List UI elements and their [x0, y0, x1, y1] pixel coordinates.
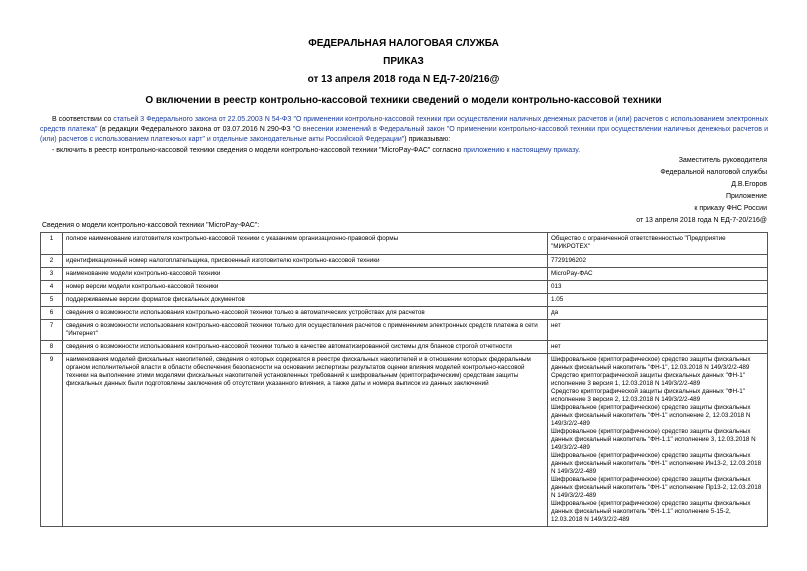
law-54-link[interactable]: статьей 3 Федерального закона от 22.05.2003 N 54-ФЗ "О применении контрольно-кассовой техники при осуществлении наличных денежных расчетов и (или) расчетов с использованием электронных средств платежа": [40, 116, 768, 133]
signature-block: [507, 155, 767, 227]
row-number: 1: [41, 233, 63, 255]
row-label: сведения о возможности использования контрольно-кассовой техники только в качестве автоматизированной системы для бланков строгой отчетности: [63, 341, 548, 354]
order-item-text-2: .: [578, 147, 581, 154]
row-label: полное наименование изготовителя контрольно-кассовой техники с указанием организационно-правовой формы: [63, 233, 548, 255]
table-row: [41, 341, 768, 354]
fn-model-entry: Шифровальное (криптографическое) средство защиты фискальных данных фискальный накопитель "ФН-1.1" исполнение 5-15-2, 12.03.2018 N 149/3/2/2-489: [551, 500, 751, 523]
row-number: 7: [41, 320, 63, 341]
row-label: наименование модели контрольно-кассовой техники: [63, 268, 548, 281]
signature-line: к приказу ФНС России: [694, 205, 767, 212]
fn-model-entry: Шифровальное (криптографическое) средство защиты фискальных данных фискальный накопитель "ФН-1.1" исполнение 3, 12.03.2018 N 149/3/2/2-489: [551, 428, 756, 451]
signature-line: Приложение: [725, 193, 767, 200]
signature-line: от 13 апреля 2018 года N ЕД-7-20/216@: [636, 217, 767, 224]
fn-model-entry: Средство криптографической защиты фискальных данных "ФН-1" исполнение 3 версия 1, 12.03.2018 N 149/3/2/2-489: [551, 372, 745, 387]
row-value: 013: [548, 281, 768, 294]
fn-model-entry: Шифровальное (криптографическое) средство защиты фискальных данных фискальный накопитель "ФН-1" исполнение 2, 12.03.2018 N 149/3/2/2-489: [551, 404, 751, 427]
row-label: сведения о возможности использования контрольно-кассовой техники только для осуществления расчетов с применением электронных средств платежа в сети "Интернет": [63, 320, 548, 341]
row-number: 3: [41, 268, 63, 281]
row-value: нет: [548, 341, 768, 354]
fn-model-entry: Шифровальное (криптографическое) средство защиты фискальных данных фискальный накопитель "ФН-1" исполнение Пр13-2, 12.03.2018 N 149/3/2/2-489: [551, 476, 762, 499]
row-number: 5: [41, 294, 63, 307]
table-caption: Сведения о модели контрольно-кассовой техники "MicroPay-ФАС":: [42, 222, 260, 229]
fn-model-entry: Средство криптографической защиты фискальных данных "ФН-1" исполнение 3 версия 2, 12.03.2018 N 149/3/2/2-489: [551, 388, 745, 403]
row-number: 6: [41, 307, 63, 320]
kkt-info-table: [40, 232, 768, 527]
row-number: 9: [41, 354, 63, 527]
signature-line: Федеральной налоговой службы: [660, 169, 767, 176]
table-row: [41, 268, 768, 281]
signature-line: Д.В.Егоров: [731, 181, 767, 188]
row-value: Общество с ограниченной ответственностью "Предприятие "МИКРОТЕХ": [548, 233, 768, 255]
row-value-list: [548, 354, 768, 527]
doc-date-number: от 13 апреля 2018 года N ЕД-7-20/216@: [307, 74, 500, 85]
row-value: да: [548, 307, 768, 320]
row-value: 1.05: [548, 294, 768, 307]
row-label: идентификационный номер налогоплательщика, присвоенный изготовителю контрольно-кассовой техники: [63, 255, 548, 268]
fn-model-entry: Шифровальное (криптографическое) средство защиты фискальных данных фискальный накопитель "ФН-1", 12.03.2018 N 149/3/2/2-489: [551, 356, 751, 371]
table-row: [41, 307, 768, 320]
row-label: поддерживаемые версии форматов фискальных документов: [63, 294, 548, 307]
table-row: [41, 233, 768, 255]
table-row: [41, 354, 768, 527]
row-value: нет: [548, 320, 768, 341]
fn-model-entry: Шифровальное (криптографическое) средство защиты фискальных данных фискальный накопитель "ФН-1" исполнение Ин13-2, 12.03.2018 N 149/3/2/2-489: [551, 452, 762, 475]
row-number: 4: [41, 281, 63, 294]
row-value: 7729196202: [548, 255, 768, 268]
agency-title: ФЕДЕРАЛЬНАЯ НАЛОГОВАЯ СЛУЖБА: [308, 38, 499, 49]
intro-text-2: (в редакции Федерального закона от 03.07.2016 N 290-ФЗ: [97, 126, 293, 133]
order-item: [52, 146, 580, 156]
row-number: 2: [41, 255, 63, 268]
law-290-link[interactable]: "О внесении изменений в Федеральный закон "О применении контрольно-кассовой техники при осуществлении наличных денежных расчетов и (или) расчетов с использованием платежных карт" и отдельные законодательные акты Российской Федерации": [40, 126, 769, 143]
row-label: наименования моделей фискальных накопителей, сведения о которых содержатся в реестре фискальных накопителей и в отношении которых федеральным органом исполнительной власти в области обеспечения безопасности на основании экспертизы результатов оценки влияния моделей контрольно-кассовой техники на выполнение этими моделями фискальных накопителей установленных требований к шифровальным (криптографическим) средствам защиты фискальных данных были подготовлены заключения об отсутствии указанного влияния, а также даты и номера выписок из данных заключений: [63, 354, 548, 527]
intro-paragraph: [40, 115, 768, 145]
doc-subject: О включении в реестр контрольно-кассовой техники сведений о модели контрольно-кассовой техники: [145, 95, 662, 106]
appendix-link[interactable]: приложению к настоящему приказу: [463, 147, 579, 154]
table-row: [41, 320, 768, 341]
row-label: сведения о возможности использования контрольно-кассовой техники только в автоматических устройствах для расчетов: [63, 307, 548, 320]
intro-text-1: В соответствии со: [52, 116, 114, 123]
signature-line: Заместитель руководителя: [678, 157, 767, 164]
table-row: [41, 281, 768, 294]
table-row: [41, 255, 768, 268]
order-item-text-1: - включить в реестр контрольно-кассовой техники сведения о модели контрольно-кассовой техники "MicroPay-ФАС" согласно: [52, 147, 464, 154]
row-value: MicroPay-ФАС: [548, 268, 768, 281]
intro-text-3: ) приказываю:: [404, 136, 451, 143]
row-label: номер версии модели контрольно-кассовой техники: [63, 281, 548, 294]
row-number: 8: [41, 341, 63, 354]
table-row: [41, 294, 768, 307]
doc-type: ПРИКАЗ: [383, 56, 424, 67]
